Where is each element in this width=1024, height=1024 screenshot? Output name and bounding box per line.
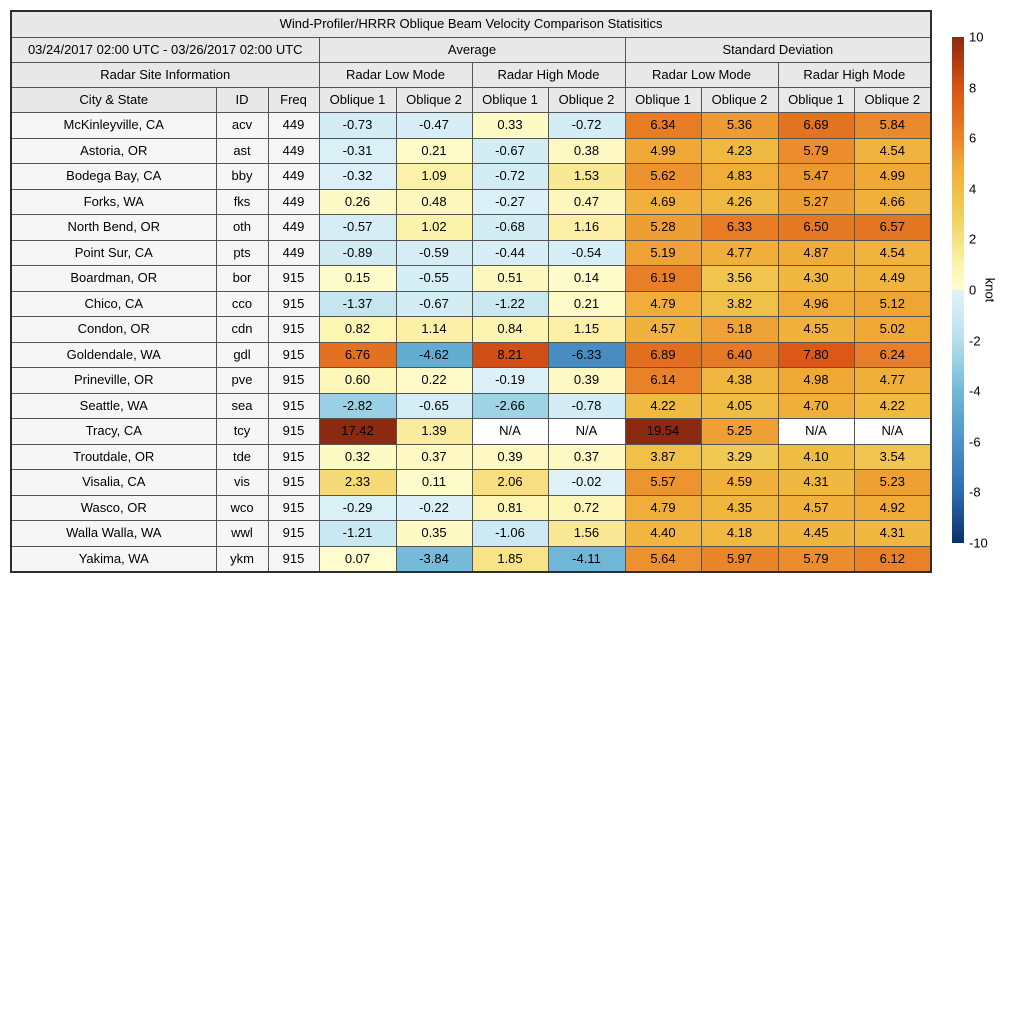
freq-cell: 915 bbox=[268, 444, 319, 470]
value-cell: 0.11 bbox=[396, 470, 472, 496]
city-cell: McKinleyville, CA bbox=[11, 113, 216, 139]
table-row bbox=[11, 215, 931, 241]
table-row bbox=[11, 521, 931, 547]
value-cell: 1.56 bbox=[548, 521, 625, 547]
value-cell: -2.66 bbox=[472, 393, 548, 419]
freq-cell: 449 bbox=[268, 215, 319, 241]
value-cell: 0.37 bbox=[548, 444, 625, 470]
value-cell: 0.39 bbox=[548, 368, 625, 394]
table-row bbox=[11, 113, 931, 139]
std-high-mode-header: Radar High Mode bbox=[778, 63, 931, 88]
value-cell: 4.45 bbox=[778, 521, 854, 547]
value-cell: -0.32 bbox=[319, 164, 396, 190]
oblique2-header: Oblique 2 bbox=[854, 88, 931, 113]
value-cell: 4.22 bbox=[854, 393, 931, 419]
value-cell: 0.15 bbox=[319, 266, 396, 292]
freq-cell: 915 bbox=[268, 317, 319, 343]
city-cell: Point Sur, CA bbox=[11, 240, 216, 266]
value-cell: -2.82 bbox=[319, 393, 396, 419]
id-cell: fks bbox=[216, 189, 268, 215]
value-cell: 4.26 bbox=[701, 189, 778, 215]
colorbar-unit-label: knot bbox=[982, 277, 998, 303]
city-cell: Goldendale, WA bbox=[11, 342, 216, 368]
value-cell: 3.82 bbox=[701, 291, 778, 317]
value-cell: 0.38 bbox=[548, 138, 625, 164]
table-row bbox=[11, 266, 931, 292]
radar-site-info-header: Radar Site Information bbox=[11, 63, 319, 88]
value-cell: 0.48 bbox=[396, 189, 472, 215]
value-cell: 4.10 bbox=[778, 444, 854, 470]
value-cell: N/A bbox=[854, 419, 931, 445]
colorbar-tick-label: 8 bbox=[969, 80, 977, 96]
value-cell: -0.19 bbox=[472, 368, 548, 394]
value-cell: 6.34 bbox=[625, 113, 701, 139]
value-cell: 1.85 bbox=[472, 546, 548, 572]
colorbar-gradient bbox=[952, 37, 964, 543]
freq-header: Freq bbox=[268, 88, 319, 113]
value-cell: -3.84 bbox=[396, 546, 472, 572]
id-cell: pts bbox=[216, 240, 268, 266]
table-row bbox=[11, 444, 931, 470]
city-cell: Boardman, OR bbox=[11, 266, 216, 292]
freq-cell: 449 bbox=[268, 240, 319, 266]
value-cell: 5.36 bbox=[701, 113, 778, 139]
value-cell: 5.64 bbox=[625, 546, 701, 572]
value-cell: 4.31 bbox=[854, 521, 931, 547]
value-cell: -0.27 bbox=[472, 189, 548, 215]
value-cell: 6.57 bbox=[854, 215, 931, 241]
value-cell: 6.12 bbox=[854, 546, 931, 572]
table-row bbox=[11, 546, 931, 572]
value-cell: 4.38 bbox=[701, 368, 778, 394]
colorbar-tick-label: -10 bbox=[969, 535, 988, 551]
id-cell: wwl bbox=[216, 521, 268, 547]
value-cell: 3.87 bbox=[625, 444, 701, 470]
value-cell: 4.79 bbox=[625, 495, 701, 521]
mode-header-row bbox=[11, 63, 931, 88]
value-cell: 0.21 bbox=[548, 291, 625, 317]
id-cell: pve bbox=[216, 368, 268, 394]
value-cell: 1.16 bbox=[548, 215, 625, 241]
stats-table bbox=[10, 10, 932, 573]
table-row bbox=[11, 470, 931, 496]
value-cell: 1.53 bbox=[548, 164, 625, 190]
freq-cell: 915 bbox=[268, 546, 319, 572]
group-header-row bbox=[11, 38, 931, 63]
city-state-header: City & State bbox=[11, 88, 216, 113]
freq-cell: 449 bbox=[268, 189, 319, 215]
table-row bbox=[11, 240, 931, 266]
colorbar-tick-label: -2 bbox=[969, 333, 981, 349]
table-row bbox=[11, 189, 931, 215]
value-cell: 5.79 bbox=[778, 138, 854, 164]
colorbar-tick-label: 6 bbox=[969, 130, 977, 146]
id-cell: wco bbox=[216, 495, 268, 521]
value-cell: 5.47 bbox=[778, 164, 854, 190]
value-cell: 5.19 bbox=[625, 240, 701, 266]
value-cell: 4.54 bbox=[854, 240, 931, 266]
value-cell: 4.79 bbox=[625, 291, 701, 317]
colorbar-tick-label: 0 bbox=[969, 282, 977, 298]
id-cell: vis bbox=[216, 470, 268, 496]
value-cell: -0.29 bbox=[319, 495, 396, 521]
oblique1-header: Oblique 1 bbox=[778, 88, 854, 113]
freq-cell: 915 bbox=[268, 495, 319, 521]
city-cell: Condon, OR bbox=[11, 317, 216, 343]
value-cell: 4.87 bbox=[778, 240, 854, 266]
value-cell: -1.37 bbox=[319, 291, 396, 317]
value-cell: 4.99 bbox=[625, 138, 701, 164]
value-cell: 6.33 bbox=[701, 215, 778, 241]
value-cell: 5.28 bbox=[625, 215, 701, 241]
value-cell: 5.84 bbox=[854, 113, 931, 139]
city-cell: Tracy, CA bbox=[11, 419, 216, 445]
value-cell: 4.49 bbox=[854, 266, 931, 292]
city-cell: Seattle, WA bbox=[11, 393, 216, 419]
value-cell: 0.37 bbox=[396, 444, 472, 470]
id-cell: cco bbox=[216, 291, 268, 317]
value-cell: 1.39 bbox=[396, 419, 472, 445]
value-cell: N/A bbox=[472, 419, 548, 445]
id-cell: sea bbox=[216, 393, 268, 419]
colorbar-tick-label: 4 bbox=[969, 181, 977, 197]
id-cell: acv bbox=[216, 113, 268, 139]
value-cell: 0.81 bbox=[472, 495, 548, 521]
value-cell: 4.83 bbox=[701, 164, 778, 190]
value-cell: 0.84 bbox=[472, 317, 548, 343]
value-cell: -0.47 bbox=[396, 113, 472, 139]
value-cell: 19.54 bbox=[625, 419, 701, 445]
value-cell: 4.57 bbox=[778, 495, 854, 521]
id-cell: ast bbox=[216, 138, 268, 164]
value-cell: 4.77 bbox=[701, 240, 778, 266]
std-low-mode-header: Radar Low Mode bbox=[625, 63, 778, 88]
value-cell: -1.21 bbox=[319, 521, 396, 547]
value-cell: 6.89 bbox=[625, 342, 701, 368]
value-cell: -0.55 bbox=[396, 266, 472, 292]
value-cell: 4.66 bbox=[854, 189, 931, 215]
value-cell: 5.12 bbox=[854, 291, 931, 317]
value-cell: 4.96 bbox=[778, 291, 854, 317]
value-cell: 0.07 bbox=[319, 546, 396, 572]
value-cell: 0.26 bbox=[319, 189, 396, 215]
value-cell: 0.47 bbox=[548, 189, 625, 215]
city-cell: Yakima, WA bbox=[11, 546, 216, 572]
id-header: ID bbox=[216, 88, 268, 113]
value-cell: 4.05 bbox=[701, 393, 778, 419]
freq-cell: 915 bbox=[268, 342, 319, 368]
value-cell: 4.57 bbox=[625, 317, 701, 343]
value-cell: 6.40 bbox=[701, 342, 778, 368]
value-cell: 0.21 bbox=[396, 138, 472, 164]
value-cell: 0.82 bbox=[319, 317, 396, 343]
id-cell: oth bbox=[216, 215, 268, 241]
table-row bbox=[11, 342, 931, 368]
table-row bbox=[11, 495, 931, 521]
value-cell: -1.06 bbox=[472, 521, 548, 547]
colorbar-tick-label: 10 bbox=[969, 29, 984, 45]
value-cell: 4.18 bbox=[701, 521, 778, 547]
colorbar-tick-label: -6 bbox=[969, 434, 981, 450]
table-title: Wind-Profiler/HRRR Oblique Beam Velocity Comparison Statisitics bbox=[11, 11, 931, 38]
freq-cell: 915 bbox=[268, 393, 319, 419]
value-cell: 1.09 bbox=[396, 164, 472, 190]
value-cell: 4.22 bbox=[625, 393, 701, 419]
value-cell: 0.60 bbox=[319, 368, 396, 394]
table-row bbox=[11, 138, 931, 164]
city-cell: Troutdale, OR bbox=[11, 444, 216, 470]
table-header bbox=[11, 11, 931, 113]
id-cell: tde bbox=[216, 444, 268, 470]
city-cell: Visalia, CA bbox=[11, 470, 216, 496]
freq-cell: 449 bbox=[268, 138, 319, 164]
value-cell: -0.31 bbox=[319, 138, 396, 164]
value-cell: 0.33 bbox=[472, 113, 548, 139]
value-cell: 5.23 bbox=[854, 470, 931, 496]
city-cell: Walla Walla, WA bbox=[11, 521, 216, 547]
value-cell: 1.02 bbox=[396, 215, 472, 241]
city-cell: Astoria, OR bbox=[11, 138, 216, 164]
city-cell: Chico, CA bbox=[11, 291, 216, 317]
table-row bbox=[11, 164, 931, 190]
value-cell: -0.02 bbox=[548, 470, 625, 496]
value-cell: 2.33 bbox=[319, 470, 396, 496]
oblique1-header: Oblique 1 bbox=[319, 88, 396, 113]
value-cell: -0.65 bbox=[396, 393, 472, 419]
value-cell: 4.77 bbox=[854, 368, 931, 394]
value-cell: -0.78 bbox=[548, 393, 625, 419]
table-row bbox=[11, 419, 931, 445]
value-cell: 6.76 bbox=[319, 342, 396, 368]
freq-cell: 915 bbox=[268, 266, 319, 292]
oblique2-header: Oblique 2 bbox=[396, 88, 472, 113]
table-row bbox=[11, 393, 931, 419]
value-cell: -1.22 bbox=[472, 291, 548, 317]
value-cell: 4.59 bbox=[701, 470, 778, 496]
colorbar-tick-label: -4 bbox=[969, 383, 981, 399]
value-cell: -6.33 bbox=[548, 342, 625, 368]
value-cell: 17.42 bbox=[319, 419, 396, 445]
value-cell: -0.57 bbox=[319, 215, 396, 241]
value-cell: 5.27 bbox=[778, 189, 854, 215]
value-cell: 8.21 bbox=[472, 342, 548, 368]
freq-cell: 915 bbox=[268, 291, 319, 317]
value-cell: 5.57 bbox=[625, 470, 701, 496]
value-cell: 2.06 bbox=[472, 470, 548, 496]
city-cell: Prineville, OR bbox=[11, 368, 216, 394]
freq-cell: 449 bbox=[268, 164, 319, 190]
table-row bbox=[11, 317, 931, 343]
value-cell: -0.59 bbox=[396, 240, 472, 266]
colorbar-tick-label: 2 bbox=[969, 231, 977, 247]
value-cell: -0.68 bbox=[472, 215, 548, 241]
value-cell: 4.23 bbox=[701, 138, 778, 164]
value-cell: 5.79 bbox=[778, 546, 854, 572]
colorbar bbox=[952, 29, 1022, 551]
value-cell: 0.22 bbox=[396, 368, 472, 394]
value-cell: 5.25 bbox=[701, 419, 778, 445]
value-cell: 3.29 bbox=[701, 444, 778, 470]
freq-cell: 915 bbox=[268, 419, 319, 445]
date-range-label: 03/24/2017 02:00 UTC - 03/26/2017 02:00 UTC bbox=[11, 38, 319, 63]
value-cell: N/A bbox=[548, 419, 625, 445]
freq-cell: 915 bbox=[268, 368, 319, 394]
value-cell: -0.72 bbox=[548, 113, 625, 139]
average-group-header: Average bbox=[319, 38, 625, 63]
value-cell: N/A bbox=[778, 419, 854, 445]
freq-cell: 915 bbox=[268, 470, 319, 496]
value-cell: 5.18 bbox=[701, 317, 778, 343]
value-cell: 5.97 bbox=[701, 546, 778, 572]
value-cell: 1.14 bbox=[396, 317, 472, 343]
table-row bbox=[11, 368, 931, 394]
value-cell: 4.92 bbox=[854, 495, 931, 521]
oblique1-header: Oblique 1 bbox=[625, 88, 701, 113]
value-cell: 4.31 bbox=[778, 470, 854, 496]
value-cell: -0.67 bbox=[472, 138, 548, 164]
value-cell: -4.11 bbox=[548, 546, 625, 572]
oblique2-header: Oblique 2 bbox=[548, 88, 625, 113]
value-cell: 3.56 bbox=[701, 266, 778, 292]
value-cell: 4.99 bbox=[854, 164, 931, 190]
value-cell: -0.72 bbox=[472, 164, 548, 190]
value-cell: -0.22 bbox=[396, 495, 472, 521]
table-row bbox=[11, 291, 931, 317]
value-cell: -4.62 bbox=[396, 342, 472, 368]
colorbar-tick-label: -8 bbox=[969, 484, 981, 500]
value-cell: 5.62 bbox=[625, 164, 701, 190]
freq-cell: 449 bbox=[268, 113, 319, 139]
value-cell: 4.55 bbox=[778, 317, 854, 343]
value-cell: 6.14 bbox=[625, 368, 701, 394]
freq-cell: 915 bbox=[268, 521, 319, 547]
id-cell: bby bbox=[216, 164, 268, 190]
std-group-header: Standard Deviation bbox=[625, 38, 931, 63]
id-cell: ykm bbox=[216, 546, 268, 572]
city-cell: Wasco, OR bbox=[11, 495, 216, 521]
value-cell: 0.51 bbox=[472, 266, 548, 292]
id-cell: tcy bbox=[216, 419, 268, 445]
avg-low-mode-header: Radar Low Mode bbox=[319, 63, 472, 88]
value-cell: 6.19 bbox=[625, 266, 701, 292]
column-header-row bbox=[11, 88, 931, 113]
table-body bbox=[11, 113, 931, 573]
city-cell: Forks, WA bbox=[11, 189, 216, 215]
value-cell: 0.39 bbox=[472, 444, 548, 470]
value-cell: 4.69 bbox=[625, 189, 701, 215]
value-cell: 0.32 bbox=[319, 444, 396, 470]
value-cell: 0.35 bbox=[396, 521, 472, 547]
value-cell: -0.73 bbox=[319, 113, 396, 139]
value-cell: 4.30 bbox=[778, 266, 854, 292]
value-cell: 6.69 bbox=[778, 113, 854, 139]
value-cell: 4.54 bbox=[854, 138, 931, 164]
value-cell: 3.54 bbox=[854, 444, 931, 470]
value-cell: 5.02 bbox=[854, 317, 931, 343]
value-cell: 4.35 bbox=[701, 495, 778, 521]
value-cell: -0.44 bbox=[472, 240, 548, 266]
oblique1-header: Oblique 1 bbox=[472, 88, 548, 113]
value-cell: -0.54 bbox=[548, 240, 625, 266]
city-cell: Bodega Bay, CA bbox=[11, 164, 216, 190]
id-cell: bor bbox=[216, 266, 268, 292]
title-row bbox=[11, 11, 931, 38]
value-cell: 4.40 bbox=[625, 521, 701, 547]
id-cell: gdl bbox=[216, 342, 268, 368]
value-cell: 0.72 bbox=[548, 495, 625, 521]
value-cell: 1.15 bbox=[548, 317, 625, 343]
value-cell: 4.70 bbox=[778, 393, 854, 419]
value-cell: -0.89 bbox=[319, 240, 396, 266]
avg-high-mode-header: Radar High Mode bbox=[472, 63, 625, 88]
oblique2-header: Oblique 2 bbox=[701, 88, 778, 113]
value-cell: -0.67 bbox=[396, 291, 472, 317]
value-cell: 0.14 bbox=[548, 266, 625, 292]
value-cell: 4.98 bbox=[778, 368, 854, 394]
value-cell: 7.80 bbox=[778, 342, 854, 368]
city-cell: North Bend, OR bbox=[11, 215, 216, 241]
value-cell: 6.24 bbox=[854, 342, 931, 368]
value-cell: 6.50 bbox=[778, 215, 854, 241]
id-cell: cdn bbox=[216, 317, 268, 343]
